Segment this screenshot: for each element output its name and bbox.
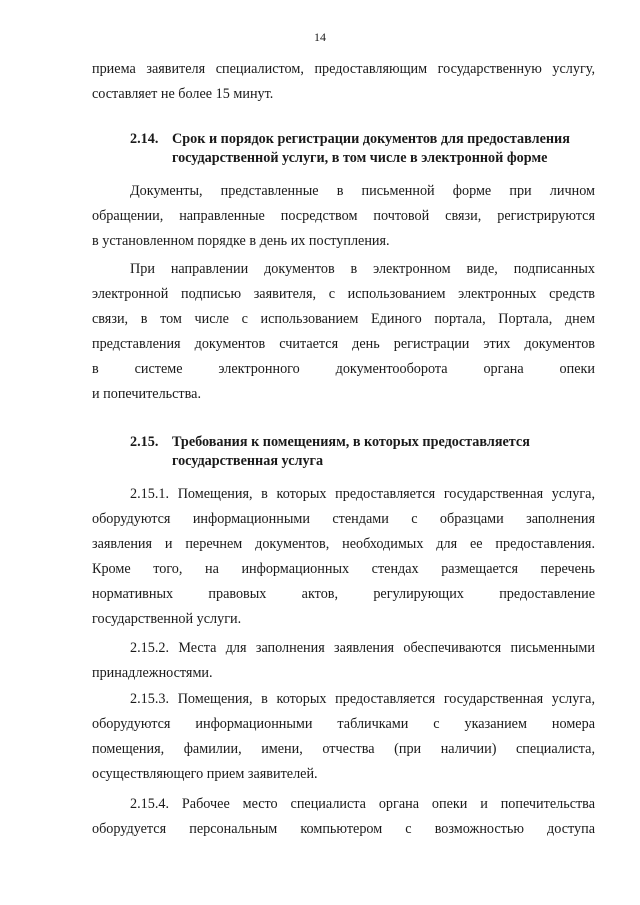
text-line: электронной подписью заявителя, с использованием электронных средств — [92, 286, 595, 302]
text-line: заявления и перечнем документов, необходимых для ее предоставления. — [92, 536, 595, 552]
text-line: государственной услуги. — [92, 611, 242, 627]
text-line: осуществляющего прием заявителей. — [92, 766, 318, 782]
paragraph-2-15-4 — [92, 792, 595, 842]
paragraph — [92, 179, 595, 254]
page-number: 14 — [314, 30, 326, 44]
text-line: 2.15.3. Помещения, в которых предоставляется государственная услуга, — [130, 691, 595, 707]
intro-paragraph — [92, 57, 595, 107]
section-title-line: государственная услуга — [172, 453, 324, 469]
section-title-line: Срок и порядок регистрации документов для предоставления — [172, 131, 570, 147]
text-line: Документы, представленные в письменной форме при личном — [130, 183, 595, 199]
text-line: и попечительства. — [92, 386, 201, 402]
section-number: 2.14. — [130, 131, 159, 147]
text-line: приема заявителя специалистом, предоставляющим государственную услугу, — [92, 61, 595, 77]
text-line: обращении, направленные посредством почтовой связи, регистрируются — [92, 208, 595, 224]
paragraph-2-15-2 — [92, 636, 595, 686]
text-line: помещения, фамилии, имени, отчества (при наличии) специалиста, — [92, 741, 595, 757]
text-line: в установленном порядке в день их поступления. — [92, 233, 390, 249]
text-line: оборудуется персональным компьютером с возможностью доступа — [92, 821, 595, 837]
section-heading-2-14 — [130, 130, 598, 168]
section-heading-2-15 — [130, 433, 598, 471]
section-title-line: Требования к помещениям, в которых предоставляется — [172, 434, 530, 450]
text-line: составляет не более 15 минут. — [92, 86, 274, 102]
text-line: Кроме того, на информационных стендах размещается перечень — [92, 561, 595, 577]
text-line: представления документов считается день регистрации этих документов — [92, 336, 595, 352]
text-line: При направлении документов в электронном виде, подписанных — [130, 261, 595, 277]
text-line: 2.15.1. Помещения, в которых предоставляется государственная услуга, — [130, 486, 595, 502]
text-line: связи, в том числе с использованием Единого портала, Портала, днем — [92, 311, 595, 327]
text-line: 2.15.2. Места для заполнения заявления обеспечиваются письменными — [130, 640, 595, 656]
text-line: оборудуются информационными стендами с образцами заполнения — [92, 511, 595, 527]
paragraph-2-15-3 — [92, 687, 595, 787]
text-line: 2.15.4. Рабочее место специалиста органа опеки и попечительства — [130, 796, 595, 812]
text-line: принадлежностями. — [92, 665, 213, 681]
text-line: нормативных правовых актов, регулирующих предоставление — [92, 586, 595, 602]
section-number: 2.15. — [130, 434, 159, 450]
paragraph-2-15-1 — [92, 482, 595, 632]
text-line: в системе электронного документооборота органа опеки — [92, 361, 595, 377]
text-line: оборудуются информационными табличками с указанием номера — [92, 716, 595, 732]
section-title-line: государственной услуги, в том числе в электронной форме — [172, 150, 548, 166]
paragraph — [92, 257, 595, 407]
